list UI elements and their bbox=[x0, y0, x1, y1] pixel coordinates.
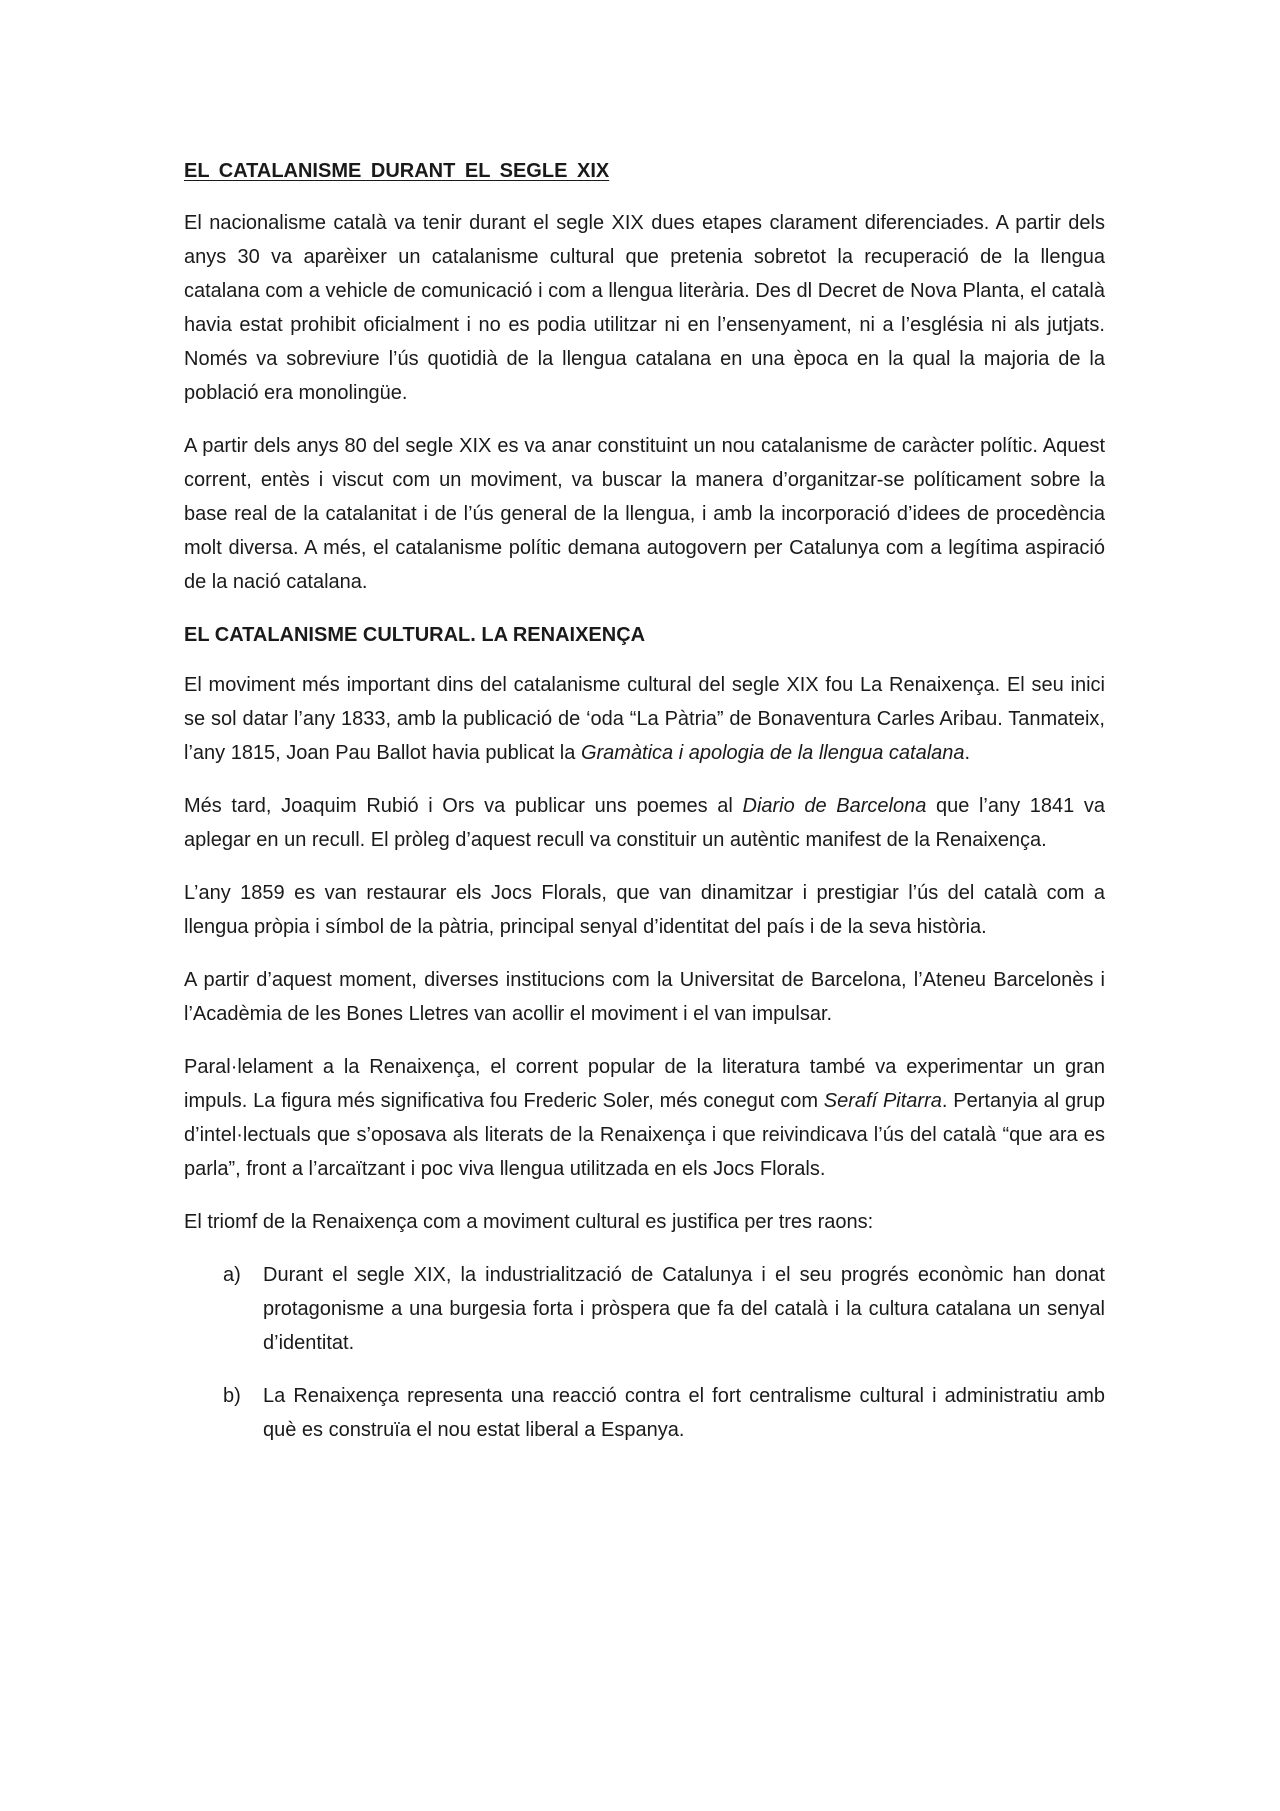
paragraph-rubio-i-ors bbox=[184, 789, 1105, 857]
list-item bbox=[184, 1379, 1105, 1447]
paragraph-popular-current bbox=[184, 1050, 1105, 1186]
paragraph-jocs-florals: L’any 1859 es van restaurar els Jocs Florals, que van dinamitzar i prestigiar l’ús del català com a llengua pròpia i símbol de la pàtria, principal senyal d’identitat del país i de la seva història. bbox=[184, 882, 1105, 938]
paragraph-text: Més tard, Joaquim Rubió i Ors va publicar uns poemes al bbox=[184, 795, 743, 817]
paragraph-text: que l’any 1841 va aplegar en un recull. El pròleg d’aquest recull va constituir un autèntic manifest de la Renaixença. bbox=[184, 795, 1106, 851]
section-heading: EL CATALANISME CULTURAL. LA RENAIXENÇA bbox=[184, 624, 646, 646]
list-item bbox=[184, 1258, 1105, 1360]
paragraph-reasons-intro: El triomf de la Renaixença com a moviment cultural es justifica per tres raons: bbox=[184, 1211, 874, 1233]
paragraph-renaixenca-origin bbox=[184, 668, 1105, 770]
paragraph-text: El moviment més important dins del catalanisme cultural del segle XIX fou La Renaixença. El seu inici se sol datar l’any 1833, amb la publicació de ‘oda “La Pàtria” de Bonaventura Carles Aribau. Tanmateix, l’any 1815, Joan Pau Ballot havia publicat la bbox=[184, 674, 1105, 764]
list-marker: a) bbox=[223, 1264, 241, 1286]
paragraph-text: . Pertanyia al grup d’intel·lectuals que s’oposava als literats de la Renaixença i que reivindicava l’ús del català “que ara es parla”, front a l’arcaïtzant i poc viva llengua utilitzada en els Jocs Florals. bbox=[184, 1090, 1105, 1180]
list-item-text: Durant el segle XIX, la industrialització de Catalunya i el seu progrés econòmic han donat protagonisme a una burgesia forta i pròspera que fa del català i la cultura catalana un senyal d’identitat. bbox=[263, 1264, 1105, 1354]
pseudonym: Serafí Pitarra bbox=[823, 1090, 942, 1112]
document-title: EL CATALANISME DURANT EL SEGLE XIX bbox=[184, 160, 610, 182]
list-marker: b) bbox=[223, 1385, 241, 1407]
intro-paragraph-2: A partir dels anys 80 del segle XIX es va anar constituint un nou catalanisme de caràcter polític. Aquest corrent, entès i viscut com un moviment, va buscar la manera d’organitzar-se políticament sobre la base real de la catalanitat i de l’ús general de la llengua, i amb la incorporació d’idees de procedència molt diversa. A més, el catalanisme polític demana autogovern per Catalunya com a legítima aspiració de la nació catalana. bbox=[184, 435, 1105, 593]
reasons-list bbox=[184, 1258, 1105, 1447]
list-item-text: La Renaixença representa una reacció contra el fort centralisme cultural i administratiu amb què es construïa el nou estat liberal a Espanya. bbox=[263, 1385, 1105, 1441]
intro-paragraph-1: El nacionalisme català va tenir durant el segle XIX dues etapes clarament diferenciades. A partir dels anys 30 va aparèixer un catalanisme cultural que pretenia sobretot la recuperació de la llengua catalana com a vehicle de comunicació i com a llengua literària. Des dl Decret de Nova Planta, el català havia estat prohibit oficialment i no es podia utilitzar ni en l’ensenyament, ni a l’església ni als jutjats. Només va sobreviure l’ús quotidià de la llengua catalana en una època en la qual la majoria de la població era monolingüe. bbox=[184, 212, 1105, 404]
paragraph-institutions: A partir d’aquest moment, diverses institucions com la Universitat de Barcelona, l’Ateneu Barcelonès i l’Acadèmia de les Bones Lletres van acollir el moviment i el van impulsar. bbox=[184, 969, 1105, 1025]
paragraph-text: Paral·lelament a la Renaixença, el corrent popular de la literatura també va experimentar un gran impuls. La figura més significativa fou Frederic Soler, més conegut com bbox=[184, 1056, 1105, 1112]
newspaper-title: Diario de Barcelona bbox=[742, 795, 927, 817]
paragraph-text: . bbox=[964, 742, 971, 764]
book-title: Gramàtica i apologia de la llengua catalana bbox=[580, 742, 965, 764]
